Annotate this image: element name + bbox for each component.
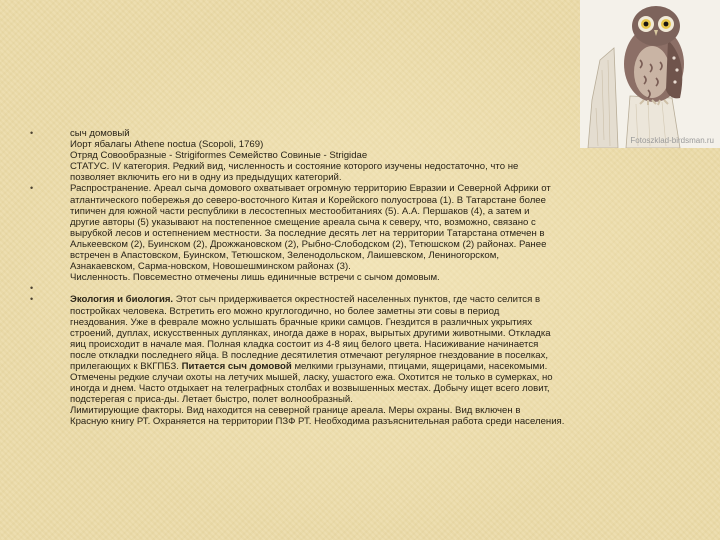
text-line: Распространение. Ареал сыча домового охватывает огромную территорию Евразии и Северной Африки от	[70, 183, 551, 195]
owl-photo	[580, 0, 720, 148]
status-line-2: позволяет включить его ни в одну из предыдущих категорий.	[70, 172, 342, 184]
text-line: Азнакаевском, Сарма-новском, Новошешминском районах (3).	[70, 261, 351, 273]
text-line: Численность. Повсеместно отмечены лишь единичные встречи с сычом домовым.	[70, 272, 440, 284]
ecology-first-line	[70, 294, 690, 305]
text-fragment: Этот сыч придерживается окрестностей населенных пунктов, где часто селится в	[173, 294, 541, 306]
text-line: другие авторы (5) указывают на постепенное смещение ареала сыча к северу, что, возможно, связано с	[70, 216, 536, 228]
bullet-dot: •	[30, 128, 34, 138]
text-line: иногда и днем. Часто отдыхает на телеграфных столбах и возвышенных местах. Добычу ищет всего ловит,	[70, 383, 550, 395]
text-line: атлантического побережья до северо-восточного Китая и Корейского полуострова (1). В Татарстане более	[70, 194, 546, 206]
text-fragment: прилегающих к ВКГПБЗ.	[70, 360, 182, 372]
text-line: Отмечены редкие случаи охоты на летучих мышей, ласку, ушастого ежа. Охотится не только в сумерках, но	[70, 372, 553, 384]
text-line: Алькеевском (2), Буинском (2), Дрожжановском (2), Рыбно-Слободском (2), Тетюшском (2) районах. Ранее	[70, 238, 547, 250]
text-line: вырубкой лесов и остепнением местности. За последние десять лет на территории Татарстана отмечен в	[70, 227, 545, 239]
text-line: встречен в Апастовском, Буинском, Тетюшском, Зеленодольском, Лаишевском, Лениногорском,	[70, 250, 499, 262]
text-line: Красную книгу РТ. Охраняется на территории ПЗФ РТ. Необходима разъяснительная работа среди населения.	[70, 416, 565, 428]
bullet-dot: •	[30, 294, 34, 305]
feeding-line	[70, 361, 690, 372]
bullet-dot: •	[30, 183, 34, 194]
text-line: типичен для южной части республики в лесостепных местообитаниях (5). А.А. Першаков (4), а затем и	[70, 205, 530, 217]
photo-watermark: Fotoszklad-birdsman.ru	[630, 136, 714, 145]
text-fragment: мелкими грызунами, птицами, ящерицами, насекомыми.	[291, 360, 548, 372]
text-line: постройках человека. Встретить его можно круглогодично, но более заметны эти совы в период	[70, 305, 500, 317]
text-line: подстерегая с приса-ды. Летает быстро, полет волнообразный.	[70, 394, 353, 406]
bullet-dot: •	[30, 283, 34, 294]
taxonomy: Отряд Совообразные - Strigiformes Семейство Совиные - Strigidae	[70, 150, 368, 162]
text-line: яиц происходит в начале мая. Полная кладка состоит из 4-8 яиц белого цвета. Насиживание начинается	[70, 338, 539, 350]
text-line: строений, дуплах, искусственных дуплянках, иногда даже в норах, вырытых другими животными. Откладка	[70, 327, 551, 339]
text-line: после откладки последнего яйца. В последние десятилетия отмечают регулярное гнездование в поселках,	[70, 349, 549, 361]
text-line: Лимитирующие факторы. Вид находится на северной границе ареала. Меры охраны. Вид включен в	[70, 405, 521, 417]
species-name: сыч домовый	[70, 128, 130, 139]
status-line-1: СТАТУС. IV категория. Редкий вид, численность и состояние которого изучены недостаточно, что не	[70, 161, 519, 173]
feeding-heading: Питается сыч домовой	[181, 360, 292, 372]
ecology-heading: Экология и биология.	[70, 294, 174, 306]
bullet-item-ecology	[30, 294, 690, 427]
species-description	[30, 128, 690, 428]
tatar-name: Иорт ябалагы Athene noctua (Scopoli, 1769)	[70, 139, 264, 151]
text-line: гнездования. Уже в феврале можно услышать брачные крики самцов. Гнездится в различных укрытиях	[70, 316, 533, 328]
bullet-item-empty	[30, 283, 690, 294]
owl-illustration	[580, 0, 720, 148]
bullet-item-distribution	[30, 183, 690, 283]
bullet-item-title	[30, 128, 690, 183]
